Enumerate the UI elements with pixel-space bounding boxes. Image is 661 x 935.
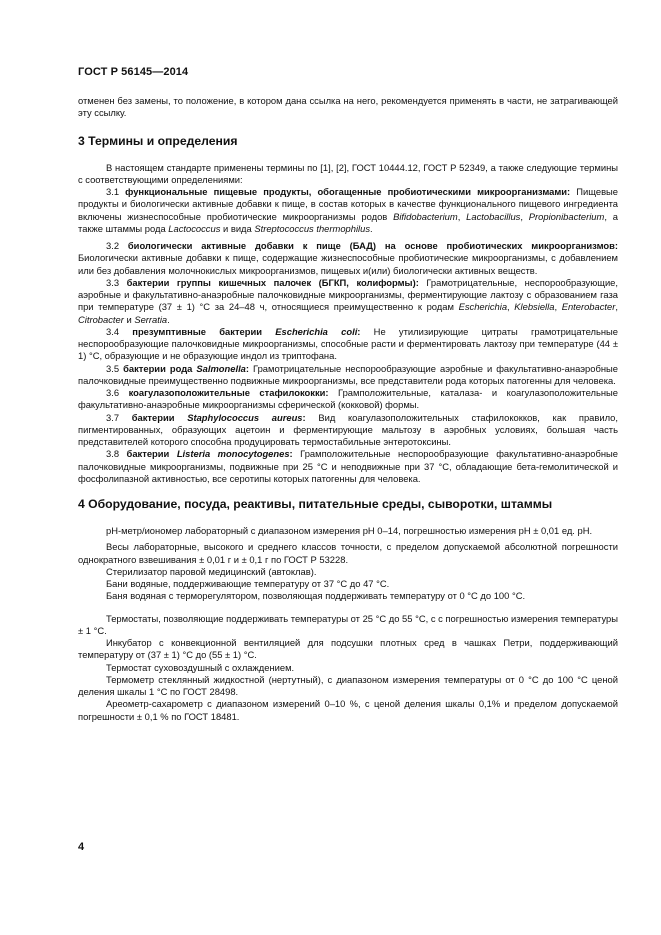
separator: , [615,301,618,313]
term-3-4 [78,326,618,363]
document-header: ГОСТ Р 56145—2014 [78,66,189,78]
term-name-text: презумптивные бактерии [132,325,276,337]
term-definition: , а также штаммы рода [78,210,618,234]
page-number: 4 [78,841,85,853]
term-number: 3.1 [106,186,120,197]
genus-name: Lactococcus [168,222,221,234]
document-body [78,95,618,723]
equipment-item: Весы лабораторные, высокого и среднего классов точности, с пределом допускаемой абсолютной погрешности однократного взвешивания ± 0,01 г и ± 0,1 г по ГОСТ Р 53228. [78,541,618,565]
term-definition: Грамотрицательные неспорообразующие аэробные и факультативно-анаэробные палочковидные преимущественно подвижные микроорганизмы, все представители рода которых патогенны для человека. [78,362,618,386]
term-name [132,326,360,337]
species-name: Listeria monocytogenes [176,448,290,460]
term-name-text: бактерии [131,411,188,423]
term-3-6 [78,387,618,412]
term-3-8 [78,448,618,485]
term-number: 3.8 [106,448,120,460]
genus-name: Propionibacterium [528,210,605,222]
term-definition: Биологически активные добавки к пище, содержащие жизнеспособные пробиотические микроорганизмы, с добавлением или без добавления молочнокислых микроорганизмов, пищевых и(или) биологически активных веществ. [78,252,618,276]
genus-name: Bifidobacterium [393,210,458,222]
term-number: 3.4 [106,325,120,337]
term-number: 3.6 [106,387,120,398]
term-name: функциональные пищевые продукты, обогащенные пробиотическими микроорганизмами: [125,186,571,197]
equipment-item: Бани водяные, поддерживающие температуру от 37 °С до 47 °С. [106,578,390,589]
separator: , [554,301,562,313]
section-3-lead: В настоящем стандарте применены термины по [1], [2], ГОСТ 10444.12, ГОСТ Р 52349, а также следующие термины с соответствующими определениями: [78,161,618,185]
term-definition: Не утилизирующие цитраты грамотрицательные неспорообразующие палочковидные микроорганизмы, способные расти и ферментировать лактозу при температуре (44 ± 1) °С, образующие и не образующие индол из триптофана. [78,325,618,362]
species-name: Escherichia coli [275,325,358,337]
term-name [127,448,293,459]
equipment-item: Термометр стеклянный жидкостной (нертутный), с диапазоном измерения температуры от 0 °С до 100 °С ценой деления шкалы 1 °С по ГОСТ 28498. [78,673,618,697]
term-colon: : [289,448,293,460]
term-number: 3.7 [106,411,120,423]
term-definition: и вида [220,222,255,234]
section-4-heading: 4 Оборудование, посуда, реактивы, питательные среды, сыворотки, штаммы [78,497,553,511]
term-definition: Пищевые продукты и биологически активные добавки к пище, в состав которых в качестве функционального пищевого ингредиента включены жизнеспособные пробиотические микроорганизмы родов [78,186,618,222]
separator: . [167,313,170,325]
separator: . [370,222,373,234]
term-definition: Грамотрицательные, неспорообразующие, аэробные и факультативно-анаэробные палочковидные микроорганизмы, ферментирующие лактозу с образованием газа при температуре (37 ± 1) °С за 24–48 ч, относящиеся преимущественно к родам [78,276,618,313]
genus-name: Serratia [134,313,168,325]
separator: , [507,301,515,313]
term-name [123,363,249,374]
genus-name: Escherichia [458,301,508,313]
genus-name: Salmonella [196,362,246,374]
genus-name: Enterobacter [561,301,616,313]
term-number: 3.3 [106,276,120,288]
term-3-3 [78,277,618,326]
term-name-text: бактерии рода [123,362,197,374]
term-definition: Грамположительные, каталаза- и коагулазоположительные факультативно-анаэробные микроорганизмы сферической (кокковой) формы. [78,387,618,411]
species-name: Streptococcus thermophilus [254,222,371,234]
term-3-2 [78,240,618,277]
term-name: бактерии группы кишечных палочек (БГКП, колиформы): [126,276,419,288]
term-3-1 [78,186,618,235]
genus-name: Lactobacillus [466,210,521,222]
term-colon: : [302,411,306,423]
term-name [132,412,306,423]
separator: , [457,210,467,222]
equipment-item: Термостаты, позволяющие поддерживать температуры от 25 °С до 55 °С, с с погрешностью измерения температуры ± 1 °С. [78,612,618,636]
equipment-item: Баня водяная с терморегулятором, позволяющая поддерживать температуру от 0 °С до 100 °С. [106,590,526,602]
equipment-item: Стерилизатор паровой медицинский (автоклав). [106,565,317,577]
term-3-7 [78,412,618,449]
term-number: 3.5 [106,362,120,374]
genus-name: Klebsiella [514,301,555,313]
separator: , [520,210,529,222]
section-3-heading: 3 Термины и определения [78,133,238,148]
term-definition: Вид коагулазоположительных стафилококков, как правило, пигментированных, образующих ацетоин и ферментирующие мальтозу в аэробных условиях, большая часть представителей которого способна продуцировать термостабильные энтеротоксины. [78,411,618,447]
separator: и [123,313,135,325]
term-3-5 [78,363,618,388]
term-definition: Грамположительные неспорообразующие факультативно-анаэробные палочковидные микроорганизмы, подвижные при 25 °С и неподвижные при 37 °С, обладающие бета-гемолитической и фосфолипазной активностью, все серотипы которых патогенны для человека. [78,448,618,484]
term-colon: : [357,325,361,337]
intro-continuation: отменен без замены, то положение, в котором дана ссылка на него, рекомендуется применять в части, не затрагивающей эту ссылку. [78,95,618,119]
equipment-item: Термостат суховоздушный с охлаждением. [106,661,295,673]
term-name: коагулазоположительные стафилококки: [128,387,329,398]
species-name: Staphylococcus aureus [187,411,303,423]
genus-name: Citrobacter [78,313,124,325]
term-colon: : [245,362,250,374]
term-name-text: бактерии [126,448,177,460]
term-name: биологически активные добавки к пище (БАД) на основе пробиотических микроорганизмов: [127,240,618,251]
equipment-item: Ареометр-сахарометр с диапазоном измерений 0–10 %, с ценой деления шкалы 0,1% и пределом допускаемой погрешности ± 0,1 % по ГОСТ 18481. [78,698,618,722]
equipment-item: Инкубатор с конвекционной вентиляцией для подсушки плотных сред в чашках Петри, поддерживающий температуру от (37 ± 1) °С до (55 ± 1) °С. [78,637,618,661]
term-number: 3.2 [106,240,120,251]
equipment-item: pH-метр/иономер лабораторный с диапазоном измерения рН 0–14, погрешностью измерения рН ± 0,01 ед. рН. [106,525,593,536]
